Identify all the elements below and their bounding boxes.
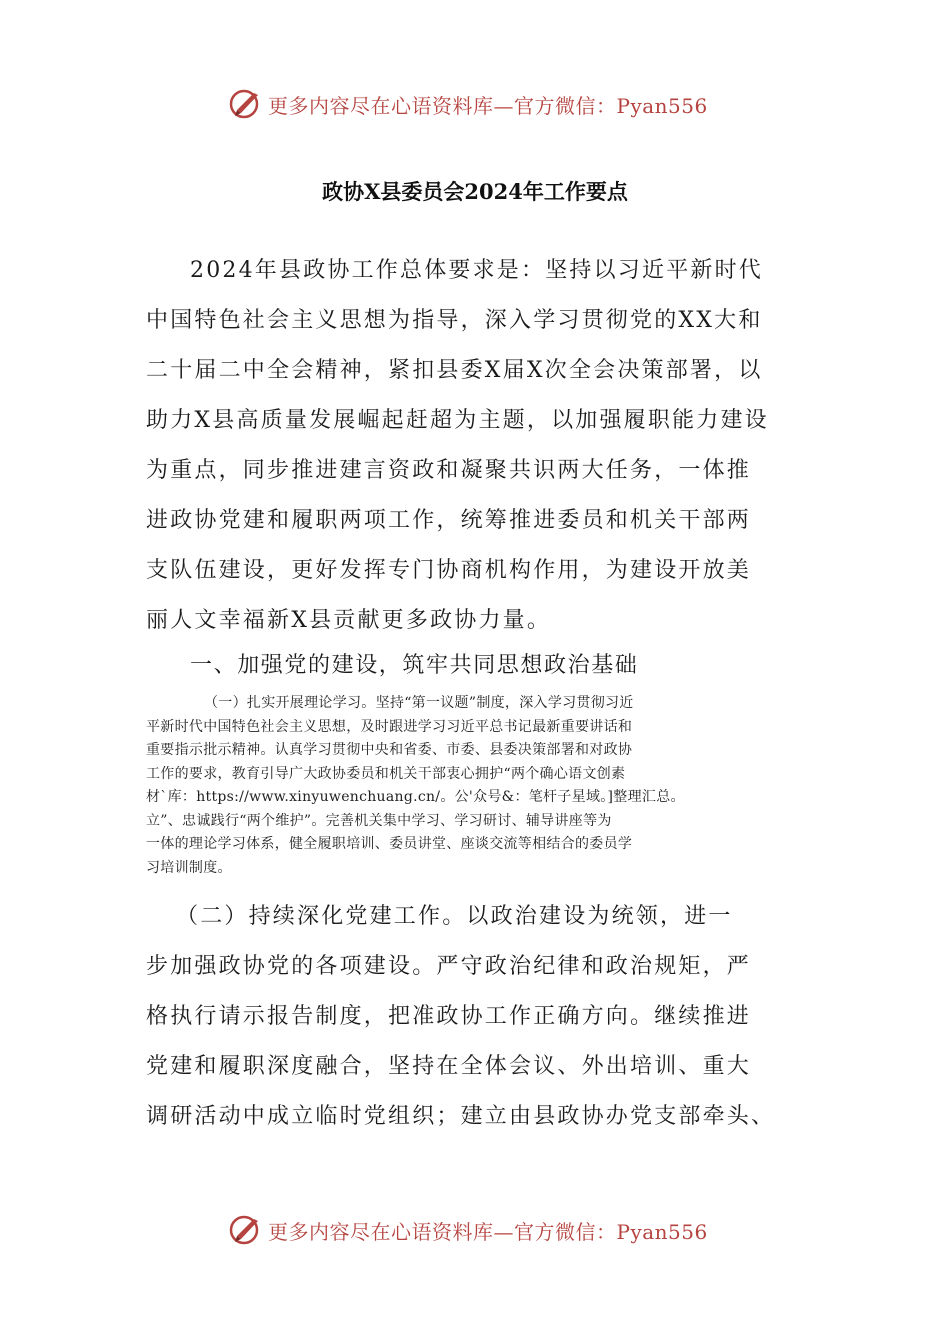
intro-line: 丽人文幸福新X县贡献更多政协力量。 bbox=[146, 608, 552, 633]
section-2-line: （二）持续深化党建工作。以政治建设为统领，进一 bbox=[176, 904, 733, 929]
intro-line: 助力X县高质量发展崛起赶超为主题，以加强履职能力建设 bbox=[146, 408, 769, 433]
intro-line: 中国特色社会主义思想为指导，深入学习贯彻党的XX大和 bbox=[146, 308, 763, 333]
watermark-text: 更多内容尽在心语资料库—官方微信：Pyan556 bbox=[268, 93, 708, 118]
watermark-banner-top bbox=[228, 84, 708, 124]
section-1-line: 立”、忠诚践行“两个维护”。完善机关集中学习、学习研讨、辅导讲座等为 bbox=[146, 812, 612, 829]
intro-line: 二十届二中全会精神，紧扣县委X届X次全会决策部署，以 bbox=[146, 358, 763, 383]
section-1-line: 平新时代中国特色社会主义思想，及时跟进学习习近平总书记最新重要讲话和 bbox=[146, 718, 633, 735]
section-1-line: 习培训制度。 bbox=[146, 859, 232, 876]
watermark-text: 更多内容尽在心语资料库—官方微信：Pyan556 bbox=[268, 1219, 708, 1244]
section-2-line: 格执行请示报告制度，把准政协工作正确方向。继续推进 bbox=[146, 1004, 752, 1029]
section-2-paragraph bbox=[146, 892, 808, 1142]
section-2-line: 党建和履职深度融合，坚持在全体会议、外出培训、重大 bbox=[146, 1054, 752, 1079]
intro-line: 为重点，同步推进建言资政和凝聚共识两大任务，一体推 bbox=[146, 458, 752, 483]
intro-line: 2024年县政协工作总体要求是：坚持以习近平新时代 bbox=[190, 258, 763, 283]
section-heading-1: 一、加强党的建设，筑牢共同思想政治基础 bbox=[190, 653, 639, 678]
pen-logo-icon bbox=[228, 1212, 264, 1248]
section-1-line: 工作的要求，教育引导广大政协委员和机关干部衷心拥护“两个确心语文创素 bbox=[146, 765, 626, 782]
section-1-line: 材`库：https://www.xinyuwenchuang.cn/。公'众号&：笔杆子星域。]整理汇总。 bbox=[146, 789, 685, 805]
section-1-line: 一体的理论学习体系，健全履职培训、委员讲堂、座谈交流等相结合的委员学 bbox=[146, 836, 633, 852]
section-2-line: 调研活动中成立临时党组织；建立由县政协办党支部牵头、 bbox=[146, 1104, 776, 1129]
watermark-banner-bottom bbox=[228, 1210, 708, 1250]
section-1-line: （一）扎实开展理论学习。坚持“第一议题”制度，深入学习贯彻习近 bbox=[204, 695, 634, 711]
section-1-line: 重要指示批示精神。认真学习贯彻中央和省委、市委、县委决策部署和对政协 bbox=[146, 742, 633, 758]
intro-line: 支队伍建设，更好发挥专门协商机构作用，为建设开放美 bbox=[146, 558, 752, 583]
document-title: 政协X县委员会2024年工作要点 bbox=[322, 179, 628, 204]
intro-paragraph bbox=[146, 246, 808, 646]
section-1-paragraph bbox=[146, 692, 806, 880]
pen-logo-icon bbox=[228, 86, 264, 122]
section-2-line: 步加强政协党的各项建设。严守政治纪律和政治规矩，严 bbox=[146, 954, 752, 979]
intro-line: 进政协党建和履职两项工作，统筹推进委员和机关干部两 bbox=[146, 508, 752, 533]
